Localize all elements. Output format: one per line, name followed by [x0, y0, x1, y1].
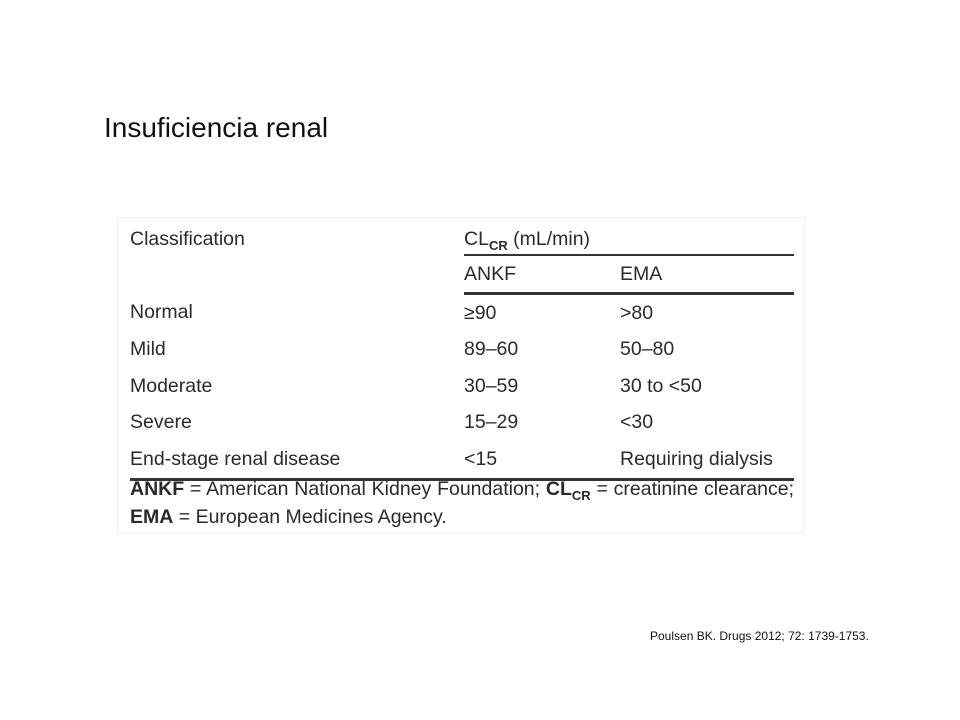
footnote-def-ankf: = American National Kidney Foundation;	[184, 478, 546, 500]
citation: Poulsen BK. Drugs 2012; 72: 1739-1753.	[650, 629, 869, 643]
header-classification: Classification	[130, 228, 245, 250]
cell-ankf: <15	[464, 441, 620, 479]
header-clcr-unit: (mL/min)	[507, 227, 591, 250]
cell-classification: Normal	[130, 301, 193, 323]
slide-title: Insuficiencia renal	[104, 112, 329, 143]
table-row	[130, 294, 794, 332]
renal-classification-table-image	[118, 218, 804, 532]
cell-classification: End-stage renal disease	[130, 441, 464, 479]
cell-ankf: 30–59	[464, 374, 519, 397]
cell-ankf: 15–29	[464, 411, 519, 434]
cell-ema: Requiring dialysis	[620, 441, 794, 479]
table-footnote	[130, 476, 794, 530]
cell-classification: Mild	[130, 338, 166, 361]
table-row	[130, 368, 794, 405]
table-row	[130, 332, 794, 369]
header-ema: EMA	[620, 255, 794, 294]
footnote-def-clcr: = creatinine clearance;	[590, 478, 794, 500]
footnote-abbr-ankf: ANKF	[130, 478, 185, 500]
header-clcr-sub: CR	[488, 237, 508, 253]
header-ankf: ANKF	[464, 255, 620, 294]
cell-ankf: ≥90	[464, 301, 497, 324]
renal-classification-table	[130, 224, 794, 481]
table-row	[130, 441, 794, 479]
cell-ema: >80	[620, 301, 654, 324]
cell-classification: Severe	[130, 411, 192, 434]
footnote-abbr-clcr: $CL_{CR}$	[545, 478, 591, 503]
cell-ema: 30 to <50	[620, 374, 702, 397]
footnote-abbr-ema: EMA	[130, 506, 174, 528]
table-header-row	[130, 224, 794, 255]
cell-ankf: 89–60	[464, 338, 519, 361]
table-row	[130, 405, 794, 442]
header-clcr	[464, 224, 794, 255]
header-clcr-main: CL	[464, 227, 489, 250]
cell-ema: 50–80	[620, 338, 675, 361]
footnote-def-ema: = European Medicines Agency.	[173, 506, 447, 528]
cell-ema: <30	[620, 411, 654, 434]
cell-classification: Moderate	[130, 374, 213, 397]
